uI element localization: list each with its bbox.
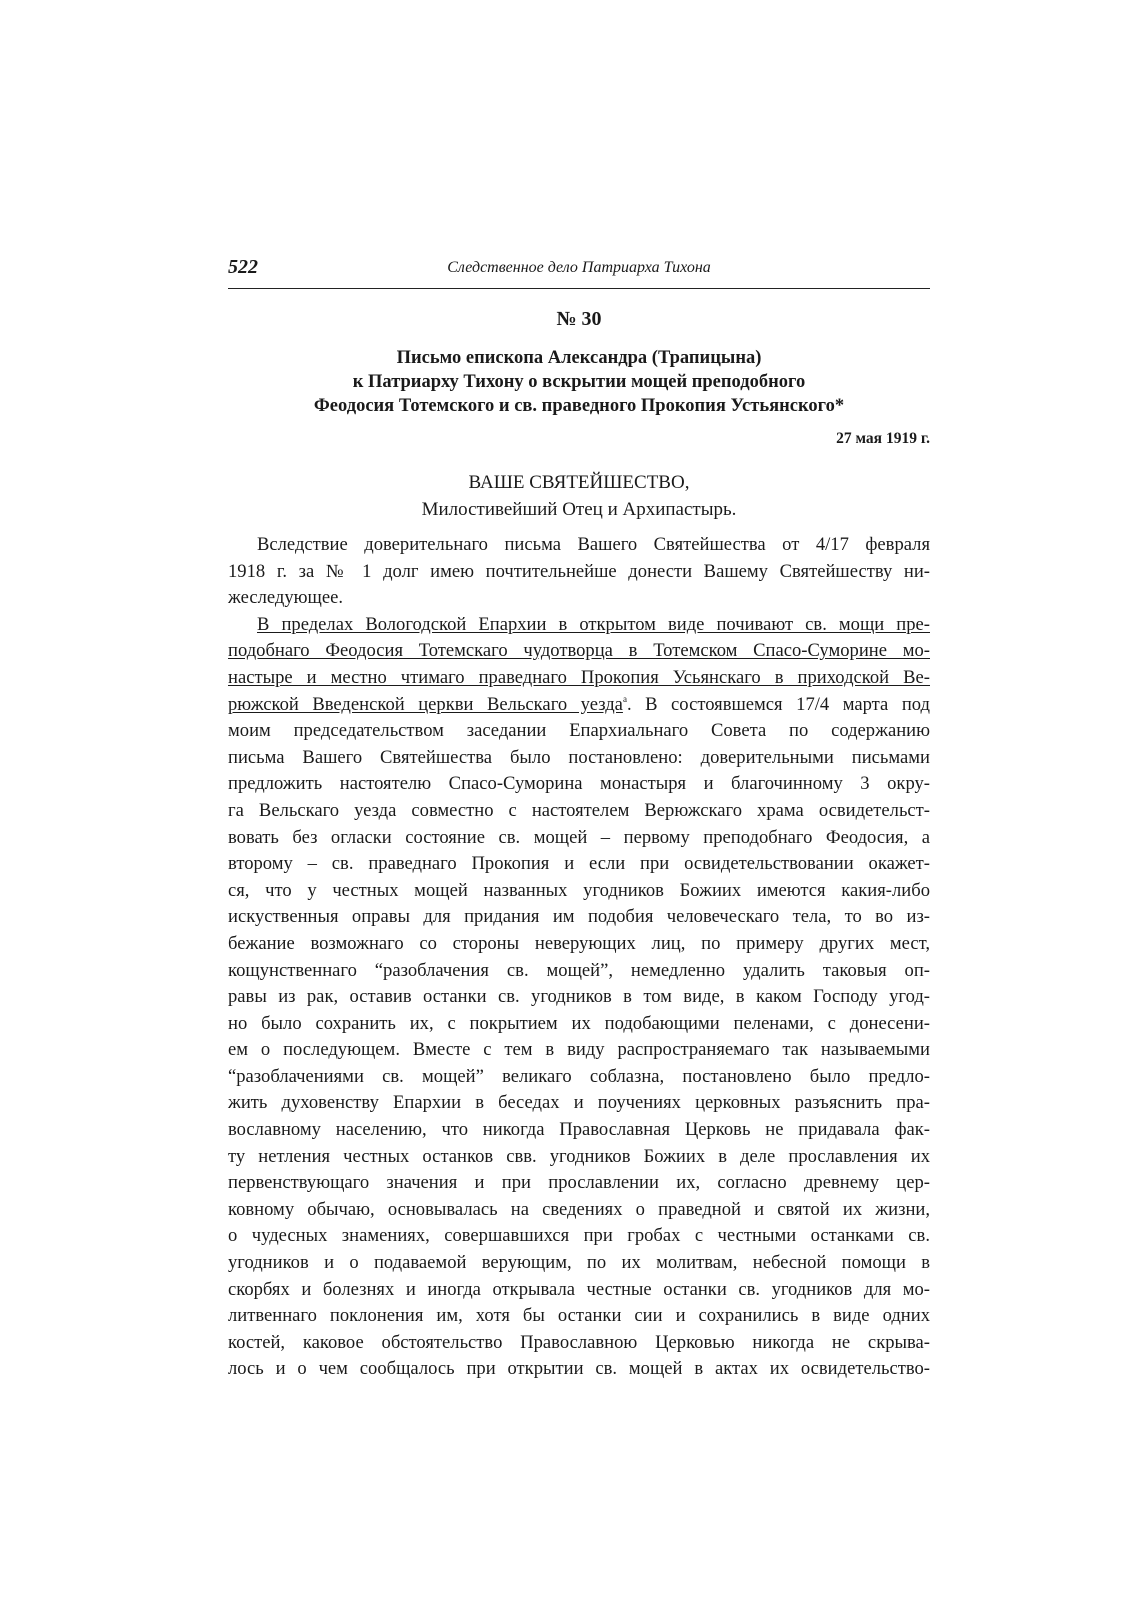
text-line: кощунственнаго “разоблачения св. мощей”, немедленно удалить таковыя оп- — [228, 959, 930, 981]
text-line — [228, 692, 930, 719]
document-number: № 30 — [556, 308, 602, 330]
text-line: вославному населению, что никогда Православная Церковь не придавала фак- — [228, 1119, 930, 1141]
text-line: равы из рак, оставив останки св. угодников в том виде, в каком Господу угод- — [228, 986, 930, 1008]
text-line: Вследствие доверительнаго письма Вашего Святейшества от 4/17 февраля — [257, 534, 930, 555]
text-line: ем о последующем. Вместе с тем в виду распространяемаго так называемыми — [228, 1039, 930, 1061]
text-line: но было сохранить их, с покрытием их подобающими пеленами, с донесени- — [228, 1012, 930, 1034]
text-line: второму – св. праведнаго Прокопия и если при освидетельствовании окажет- — [228, 853, 930, 875]
text-line: вовать без огласки состояние св. мощей – первому преподобнаго Феодосия, а — [228, 826, 930, 848]
text-span: . В состоявшемся 17/4 марта под — [626, 693, 930, 715]
text-line: га Вельскаго уезда совместно с настоятелем Верюжскаго храма освидетельст- — [228, 799, 930, 821]
text-line — [228, 665, 930, 692]
footnote-mark: а — [622, 693, 627, 704]
text-line: жить духовенству Епархии в беседах и поучениях церковных разъяснить пра- — [228, 1092, 930, 1114]
text-line: ся, что у честных мощей названных угодников Божиих имеются какия-либо — [228, 879, 930, 901]
text-line: 1918 г. за № 1 долг имею почтительнейше донести Вашему Святейшеству ни- — [228, 560, 930, 582]
text-line: письма Вашего Святейшества было постановлено: доверительными письмами — [228, 746, 930, 768]
text-line: угодников и о подаваемой верующим, по их молитвам, небесной помощи в — [228, 1252, 930, 1274]
running-title: Следственное дело Патриарха Тихона — [447, 259, 711, 276]
text-line: искуственныя оправы для придания им подобия человеческаго тела, то во из- — [228, 906, 930, 928]
document-title — [228, 346, 930, 418]
text-line: первенствующаго значения и при прославлении их, согласно древнему цер- — [228, 1172, 930, 1194]
text-line: о чудесных знамениях, совершавшихся при гробах с честными останками св. — [228, 1225, 930, 1247]
text-line: “разоблачениями св. мощей” великаго соблазна, постановлено было предло- — [228, 1065, 930, 1087]
letter-body — [228, 532, 930, 1383]
document-title-line: Письмо епископа Александра (Трапицына) — [396, 348, 762, 368]
underlined-text: В пределах Вологодской Епархии в открытом виде почивают св. мощи пре- — [257, 613, 930, 635]
text-line — [228, 638, 930, 665]
salutation-line: ВАШЕ СВЯТЕЙШЕСТВО, — [468, 472, 690, 493]
document-title-line: Феодосия Тотемского и св. праведного Прокопия Устьянского* — [313, 396, 845, 416]
text-line: предложить настоятелю Спасо-Суморина монастыря и благочинному 3 окру- — [228, 773, 930, 795]
text-line: бежание возможнаго со стороны неверующих лиц, по примеру других мест, — [228, 932, 930, 954]
text-line: ту нетления честных останков свв. угодников Божиих в деле прославления их — [228, 1145, 930, 1167]
page-header — [228, 252, 930, 289]
page-number: 522 — [228, 256, 258, 278]
text-line: жеследующее. — [228, 587, 343, 609]
salutation-line: Милостивейший Отец и Архипастырь. — [421, 499, 737, 520]
underlined-text: рюжской Введенской церкви Вельскаго уезда — [228, 693, 623, 715]
text-line: скорбях и болезнях и иногда открывала честные останки св. угодников для мо- — [228, 1278, 930, 1300]
text-line: костей, каковое обстоятельство Православною Церковью никогда не скрыва- — [228, 1331, 930, 1353]
underlined-text: подобнаго Феодосия Тотемскаго чудотворца в Тотемском Спасо-Суморине мо- — [228, 640, 930, 662]
document-title-line: к Патриарху Тихону о вскрытии мощей преподобного — [352, 372, 806, 392]
text-line: литвеннаго поклонения им, хотя бы останки сии и сохранились в виде одних — [228, 1305, 930, 1327]
text-line: моим председательством заседании Епархиальнаго Совета по содержанию — [228, 720, 930, 742]
document-date: 27 мая 1919 г. — [836, 430, 930, 447]
text-line: ковному обычаю, основывалась на сведениях о праведной и святой их жизни, — [228, 1198, 930, 1220]
underlined-text: настыре и местно чтимаго праведнаго Прокопия Усьянскаго в приходской Ве- — [228, 666, 930, 688]
text-line: лось и о чем сообщалось при открытии св. мощей в актах их освидетельство- — [228, 1358, 930, 1380]
salutation — [228, 469, 930, 523]
text-line — [228, 612, 930, 639]
